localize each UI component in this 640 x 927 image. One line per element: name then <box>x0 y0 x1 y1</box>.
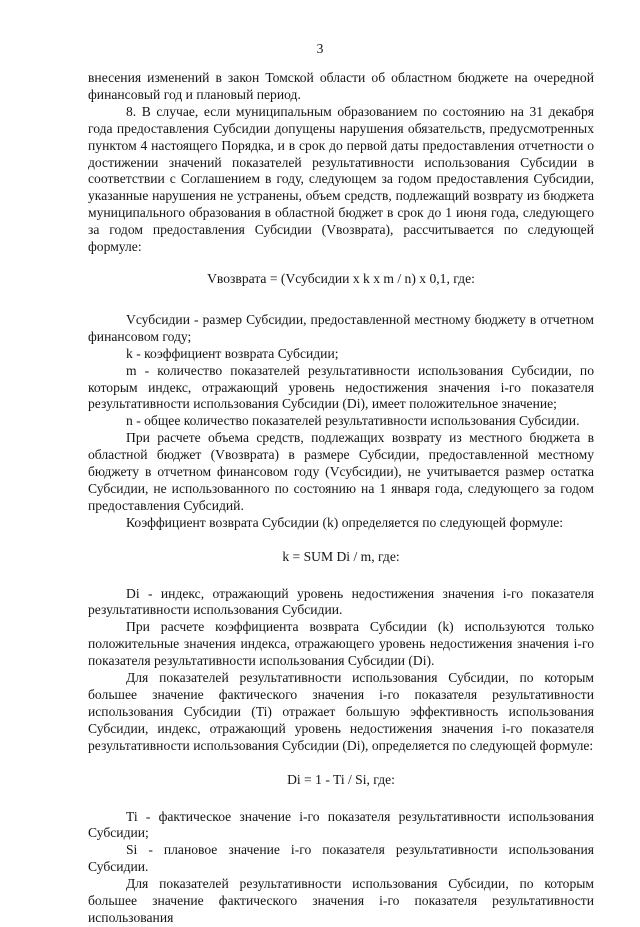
definition-vsubsidii: Vсубсидии - размер Субсидии, предоставленной местному бюджету в отчетном финансовом году; <box>88 311 594 344</box>
paragraph-vozvrat-calc: При расчете объема средств, подлежащих возврату из местного бюджета в областной бюджет (Vвозврата) в размере Субсидии, предоставленной местному бюджету в отчетном финансовом году (Vсубсидии), не учитывается размер остатка Субсидии, не использованного по состоянию на 1 января года, следующего за годом предоставления Субсидий. <box>88 430 594 513</box>
paragraph-clause-8: 8. В случае, если муниципальным образованием по состоянию на 31 декабря года предоставления Субсидии допущены нарушения обязательств, предусмотренных пунктом 4 настоящего Порядка, и в срок до первой даты предоставления отчетности о достижении значений показателей результативности использования Субсидии в соответствии с Соглашением в году, следующем за годом предоставления Субсидии, указанные нарушения не устранены, объем средств, подлежащий возврату из бюджета муниципального образования в областной бюджет в срок до 1 июня года, следующего за годом предоставления Субсидии (Vвозврата), рассчитывается по следующей формуле: <box>88 103 594 255</box>
paragraph-k-positive: При расчете коэффициента возврата Субсидии (k) используются только положительные значения индекса, отражающего уровень недостижения значения i-го показателя результативности использования Субсидии (Di). <box>88 619 594 669</box>
paragraph-continuation: внесения изменений в закон Томской области об областном бюджете на очередной финансовый год и плановый период. <box>88 70 594 102</box>
definition-k: k - коэффициент возврата Субсидии; <box>126 345 339 361</box>
formula-k: k = SUM Di / m, где: <box>282 548 400 564</box>
definition-ti: Ti - фактическое значение i-го показателя результативности использования Субсидии; <box>88 808 594 841</box>
definition-di: Di - индекс, отражающий уровень недостижения значения i-го показателя результативности использования Субсидии. <box>88 585 594 618</box>
definition-si: Si - плановое значение i-го показателя результативности использования Субсидии. <box>88 842 594 875</box>
page-number: 3 <box>316 41 324 56</box>
paragraph-k-intro: Коэффициент возврата Субсидии (k) определяется по следующей формуле: <box>126 514 564 530</box>
definition-n: n - общее количество показателей результативности использования Субсидии. <box>126 413 580 429</box>
paragraph-di-continued: Для показателей результативности использования Субсидии, по которым большее значение фактического значения i-го показателя результативности использования <box>88 876 594 925</box>
formula-vvozvrata: Vвозврата = (Vсубсидии x k x m / n) x 0,1, где: <box>207 270 475 286</box>
document-body <box>88 70 594 927</box>
definition-m: m - количество показателей результативности использования Субсидии, по которым индекс, отражающий уровень недостижения значения i-го показателя результативности использования Субсидии (Di), имеет положительное значение; <box>88 362 594 412</box>
formula-di: Di = 1 - Ti / Si, где: <box>287 771 395 787</box>
paragraph-di-intro: Для показателей результативности использования Субсидии, по которым большее значение фактического значения i-го показателя результативности использования Субсидии (Ti) отражает большую эффективность использования Субсидии, индекс, отражающий уровень недостижения значения i-го показателя результативности использования Субсидии (Di), определяется по следующей формуле: <box>88 670 594 753</box>
